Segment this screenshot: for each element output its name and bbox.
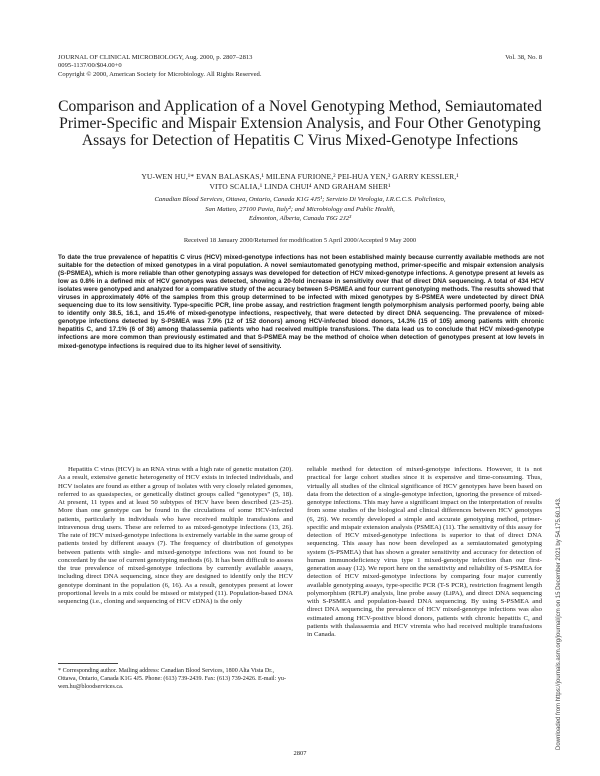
received-dates: Received 18 January 2000/Returned for modification 5 April 2000/Accepted 9 May 2000	[183, 237, 417, 244]
authors-line-1: YU-WEN HU,¹* EVAN BALASKAS,¹ MILENA FURIONE,² PEI-HUA YEN,³ GARRY KESSLER,¹	[141, 172, 459, 181]
download-watermark: Downloaded from https://journals.asm.org/journal/jcm on 15 December 2021 by 54.175.60.143.	[556, 497, 562, 750]
authors-line-2: VITO SCALIA,¹ LINDA CHUI⁴ AND GRAHAM SHER¹	[209, 182, 391, 191]
affiliation-line-1: Canadian Blood Services, Ottawa, Ontario, Canada K1G 4J5¹; Servizio Di Virologia, I.R.C.C.S. Policlinico,	[154, 196, 446, 203]
author-list	[40, 172, 560, 192]
running-header	[58, 54, 261, 79]
journal-citation: JOURNAL OF CLINICAL MICROBIOLOGY, Aug. 2000, p. 2807–2813	[58, 54, 253, 61]
abstract: To date the true prevalence of hepatitis C virus (HCV) mixed-genotype infections has not been established mainly because currently available methods are not suitable for the detection of mixed genotypes in a viral population. A novel semiautomated genotyping method, primer-specific and mispair extension analysis (S-PSMEA), which is more reliable than other genotyping assays was developed for detection of HCV mixed-genotype infections. A genotype present at levels as low as 0.8% in a defined mix of HCV genotypes was detected, showing a 20-fold increase in sensitivity over that of direct DNA sequencing. A total of 434 HCV isolates were genotyped and analyzed for a comparative study of the accuracy between S-PSMEA and four current genotyping methods. The results showed that viruses in approximately 40% of the samples from this group determined to be infected with mixed genotypes by S-PSMEA were undetected by direct DNA sequencing due to its low sensitivity. Type-specific PCR, line probe assay, and restriction fragment length polymorphism analysis performed poorly, being able to identify only 38.5, 16.1, and 15.4% of mixed-genotype infections, respectively, that were detected by direct DNA sequencing. The prevalence of mixed-genotype infections detected by S-PSMEA was 7.9% (12 of 152 donors) among HCV-infected blood donors, 14.3% (15 of 105) among patients with chronic hepatitis C, and 17.1% (6 of 36) among thalassemia patients who had received multiple transfusions. The data lead us to conclude that HCV mixed-genotype infections are more common than previously estimated and that S-PSMEA may be the method of choice when detection of genotypes present at low levels in mixed-genotype infections is required due to its higher level of sensitivity.	[58, 254, 544, 350]
article-title: Comparison and Application of a Novel Genotyping Method, Semiautomated Primer-Specific and Mispair Extension Analysis, and Four Other Genotyping Assays for Detection of Hepatitis C Virus Mixed-Genotype Infections	[58, 98, 542, 150]
intro-paragraph-continued: reliable method for detection of mixed-genotype infections. However, it is not practical for large cohort studies since it is expensive and time-consuming. Thus, virtually all studies of the clinical significance of HCV genotypes have been based on data from the detection of a single-genotype infection, ignoring the presence of mixed-genotype infections. This may have a significant impact on the interpretation of results from some studies of the biological and clinical differences between HCV genotypes (6, 26). We recently developed a simple and accurate genotyping method, primer-specific and mispair extension analysis (PSMEA) (11). The sensitivity of this assay for detection of HCV mixed-genotype infections is superior to that of direct DNA sequencing. This assay has now been developed as a semiautomated genotyping system (S-PSMEA) that has shown a greater sensitivity and accuracy for detection of human immunodeficiency virus type 1 mixed-genotype infection than our first-generation assay (12). We report here on the sensitivity and reliability of S-PSMEA for detection of HCV mixed-genotype infections by comparing four major currently available genotyping assays, type-specific PCR (T-S PCR), restriction fragment length polymorphism (RFLP) analysis, line probe assay (LiPA), and direct DNA sequencing with S-PSMEA and population-based DNA sequencing. By using S-PSMEA and direct DNA sequencing, the prevalence of HCV mixed-genotype infections was also estimated among HCV-positive blood donors, patients with chronic hepatitis C, and patients with thalassaemia and HCV viremia who had received multiple transfusions in Canada.	[307, 466, 542, 638]
corresponding-author-footnote: * Corresponding author. Mailing address: Canadian Blood Services, 1800 Alta Vista Dr., Ottawa, Ontario, Canada K1G 4J5. Phone: (613) 739-2439. Fax: (613) 739-2426. E-mail: yu-wen.hu@bloodservices.ca.	[58, 668, 286, 691]
intro-paragraph: Hepatitis C virus (HCV) is an RNA virus with a high rate of genetic mutation (20). As a result, extensive genetic heterogeneity of HCV exists in infected individuals, and HCV isolates are found as either a group of isolates with very closely related genomes, referred to as quasispecies, or genetically distinct groups called “genotypes” (5, 18). At present, 11 types and at least 50 subtypes of HCV have been described (23–25). More than one genotype can be found in the circulations of some HCV-infected patients, particularly in individuals who have received multiple transfusions and intravenous drug users. These are referred to as mixed-genotype infections (13, 26). The rate of HCV mixed-genotype infections is extremely variable in the same group of patients tested by different assays (7). The frequency of distribution of genotypes between patients with single- and mixed-genotype infections was not found to be concordant by the use of current genotyping methods (6). It has been difficult to assess the true prevalence of mixed-genotype infections by currently available assays, including direct DNA sequencing, since they are designed to identify only the HCV genotype dominant in the population (6, 16). As a result, genotypes present at lower proportional levels in a mix could be missed or mistyped (11). Population-based DNA sequencing (i.e., cloning and sequencing of HCV cDNA) is the only	[58, 466, 293, 605]
issn: 0095-1137/00/$04.00+0	[58, 62, 122, 70]
body-column-left	[58, 466, 293, 656]
footnote-rule	[58, 663, 118, 664]
copyright: Copyright © 2000, American Society for Microbiology. All Rights Reserved.	[58, 70, 262, 78]
affiliations	[60, 195, 540, 224]
page-number: 2807	[293, 750, 307, 757]
affiliation-line-2: San Matteo, 27100 Pavia, Italy²; and Microbiology and Public Health,	[205, 205, 395, 213]
body-column-right	[307, 466, 542, 756]
affiliation-line-3: Edmonton, Alberta, Canada T6G 2J2³	[248, 215, 352, 223]
volume-issue: Vol. 38, No. 8	[505, 54, 542, 61]
